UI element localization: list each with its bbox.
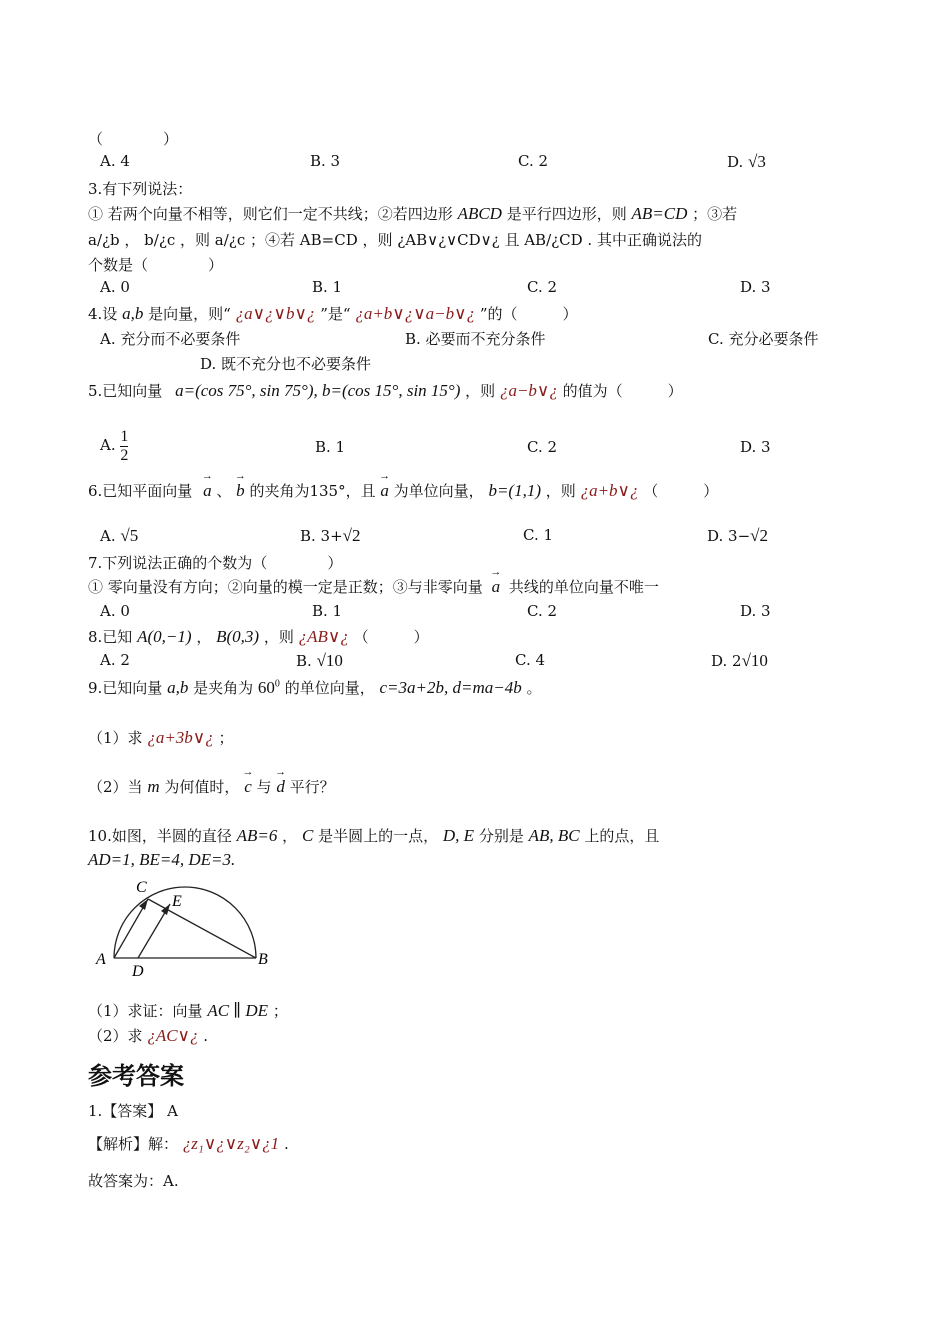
q6-stem: 6.已知平面向量 → a 、 → b 的夹角为135°，且 → a 为单位向量， b=(1,1) ，则 ¿a+b∨¿ （ ） (88, 480, 718, 501)
q4-option-d: D. 既不充分也不必要条件 (200, 355, 372, 373)
q6-option-c: C. 1 (523, 526, 554, 544)
q10-sub2: （2）求 ¿AC∨¿ . (88, 1026, 209, 1045)
segment-cb (148, 899, 256, 958)
q8-option-c: C. 4 (515, 651, 546, 669)
answer-1: 1.【答案】 A (88, 1102, 178, 1120)
q6-option-d: D. 3−√2 (707, 526, 768, 545)
q7-option-a: A. 0 (100, 602, 130, 620)
fraction-one-half: $\frac{1}{2}$ (120, 428, 129, 464)
semicircle-arc (114, 887, 256, 958)
analysis-1: 【解析】解： ¿z₁∨¿∨z₂∨¿1 . (88, 1134, 289, 1153)
q4-option-b: B. 必要而不充分条件 (405, 330, 546, 348)
q3-title: 3.有下列说法： (88, 180, 193, 198)
label-a: A (96, 951, 106, 968)
q2-option-d: D. √3 (727, 152, 766, 171)
q9-sub2: （2）当 m 为何值时， → c 与 → d 平行？ (88, 776, 335, 797)
q4-option-c: C. 充分必要条件 (708, 330, 819, 348)
q6-option-b: B. 3+√2 (300, 526, 361, 545)
q10-conditions: AD=1, BE=4, DE=3. (88, 850, 236, 869)
label-e: E (172, 893, 182, 910)
q3-option-c: C. 2 (527, 278, 558, 296)
q3-option-b: B. 1 (312, 278, 343, 296)
q4-option-a: A. 充分而不必要条件 (100, 330, 241, 348)
q8-option-b: B. √10 (296, 651, 343, 670)
q8-option-d: D. 2√10 (711, 651, 768, 670)
q5-option-b: B. 1 (315, 438, 346, 456)
q7-title: 7.下列说法正确的个数为（ ） (88, 554, 343, 572)
label-d: D (132, 963, 144, 980)
q5-option-d: D. 3 (740, 438, 771, 456)
q7-option-d: D. 3 (740, 602, 771, 620)
q10-stem: 10.如图，半圆的直径 AB=6 ， C 是半圆上的一点， D, E 分别是 AB, BC 上的点，且 (88, 826, 660, 845)
q7-body: ① 零向量没有方向；②向量的模一定是正数；③与非零向量 → a 共线的单位向量不唯一 (88, 576, 659, 597)
q3-line1: ① 若两个向量不相等，则它们一定不共线；②若四边形 ABCD 是平行四边形，则 AB=CD ；③若 (88, 204, 738, 223)
q9-stem: 9.已知向量 a,b 是夹角为 $60^0$ 的单位向量， c=3a+2b, d=ma−4b 。 (88, 678, 542, 697)
arrow-de (161, 904, 170, 915)
q2-option-c: C. 2 (518, 152, 549, 170)
q4-stem: 4.设 a,b 是向量，则“ ¿a∨¿∨b∨¿ ”是“ ¿a+b∨¿∨a−b∨¿ ”的（ ） (88, 304, 578, 323)
q2-option-a: A. 4 (100, 152, 130, 170)
label-b: B (258, 951, 268, 968)
q3-line3: 个数是（ ） (88, 256, 224, 274)
q9-sub1: （1）求 ¿a+3b∨¿ ； (88, 728, 234, 747)
q10-sub1: （1）求证：向量 AC ∥ DE ； (88, 1001, 288, 1020)
q5-option-a: A. $\frac{1}{2}$ (100, 428, 129, 464)
q3-option-d: D. 3 (740, 278, 771, 296)
q2-option-b: B. 3 (310, 152, 341, 170)
q7-option-b: B. 1 (312, 602, 343, 620)
q5-option-c: C. 2 (527, 438, 558, 456)
q6-option-a: A. √5 (100, 526, 139, 545)
q5-stem: 5.已知向量 a=(cos 75°, sin 75°), b=(cos 15°, sin 15°) ，则 ¿a−b∨¿ 的值为（ ） (88, 381, 683, 400)
semicircle-figure (88, 874, 278, 984)
answers-heading: 参考答案 (88, 1062, 184, 1090)
conclusion-1: 故答案为：A. (88, 1172, 179, 1190)
q3-line2: a/¿b ， b/¿c ，则 a/¿c ；④若 AB=CD ，则 ¿AB∨¿∨CD∨¿ 且 AB/¿CD . 其中正确说法的 (88, 231, 702, 249)
q3-option-a: A. 0 (100, 278, 130, 296)
q7-option-c: C. 2 (527, 602, 558, 620)
q8-option-a: A. 2 (100, 651, 130, 669)
q2-paren: （ ） (88, 130, 179, 148)
label-c: C (136, 879, 147, 896)
q8-stem: 8.已知 A(0,−1) ， B(0,3) ，则 ¿AB∨¿ （ ） (88, 627, 429, 646)
